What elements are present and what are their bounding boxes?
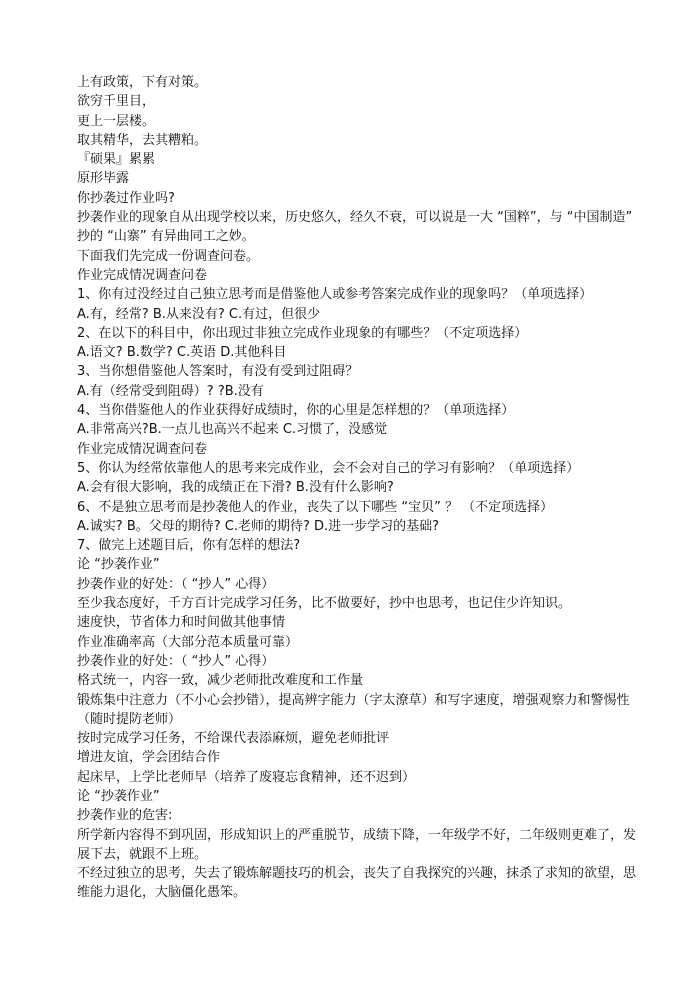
answer-options-2: A.语文? B.数学? C.英语 D.其他科目 [77,345,287,361]
text-line: 作业准确率高（大部分范本质量可靠） [77,634,299,650]
section-heading: 作业完成情况调查问卷 [77,441,208,457]
paragraph: 不经过独立的思考，失去了锻炼解题技巧的机会，丧失了自我探究的兴趣，抹杀了求知的欲望，思维能力退化，大脑僵化愚笨。 [77,866,637,901]
question-2: 2、在以下的科目中，你出现过非独立完成作业现象的有哪些？（不定项选择） [77,325,528,341]
subheading: 抄袭作业的危害: [77,808,173,824]
text-line: 上有政策，下有对策。 [77,75,208,90]
question-6: 6、不是独立思考而是抄袭他人的作业，丧失了以下哪些 “宝贝” ？ （不定项选择） [77,499,554,515]
text-line: 你抄袭过作业吗? [77,190,175,206]
subheading: 抄袭作业的好处：（ “抄人” 心得） [77,653,275,669]
answer-options-3: A.有（经常受到阻碍）? ?B.没有 [77,383,264,399]
section-heading: 作业完成情况调查问卷 [77,267,208,283]
answer-options-5: A.会有很大影响，我的成绩正在下滑? B.没有什么影响? [77,480,394,496]
paragraph: 抄袭作业的现象自从出现学校以来，历史悠久，经久不衰，可以说是一大 “国粹”，与 “中国制造” 抄的 “山寨” 有异曲同工之妙。 [77,210,633,245]
paragraph: 所学新内容得不到巩固，形成知识上的严重脱节，成绩下降，一年级学不好，二年级则更难了，发展下去，就跟不上班。 [77,827,637,862]
section-heading: 论 “抄袭作业” [77,788,160,804]
answer-options-4: A.非常高兴?B.一点儿也高兴不起来 C.习惯了，没感觉 [77,422,388,438]
answer-options-1: A.有，经常? B.从来没有? C.有过，但很少 [77,306,321,322]
text-line: 『硕果』累累 [77,152,156,168]
answer-options-6: A.诚实? B。父母的期待? C.老师的期待? D.进一步学习的基础? [77,518,440,534]
text-line: 取其精华，去其糟粕。 [77,132,208,148]
text-line: 增进友谊，学会团结合作 [77,750,221,766]
question-1: 1、你有过没经过自己独立思考而是借鉴他人或参考答案完成作业的现象吗？（单项选择） [77,287,593,303]
question-7: 7、做完上述题目后，你有怎样的想法? [77,538,301,554]
text-line: 速度快，节省体力和时间做其他事情 [77,615,286,631]
text-line: 欲穷千里目， [77,94,156,110]
document-page [77,73,637,903]
question-4: 4、当你借鉴他人的作业获得好成绩时，你的心里是怎样想的？（单项选择） [77,403,515,419]
text-line: 至少我态度好，千方百计完成学习任务，比不做要好，抄中也思考，也记住少许知识。 [77,596,572,612]
paragraph: 锻炼集中注意力（不小心会抄错），提高辨字能力（字太潦草）和写字速度，增强观察力和警惕性（随时提防老师） [77,692,630,727]
text-line: 更上一层楼。 [77,113,156,129]
text-line: 按时完成学习任务，不给课代表添麻烦，避免老师批评 [77,731,390,747]
text-line: 原形毕露 [77,171,130,187]
section-heading: 论 “抄袭作业” [77,557,160,573]
text-line: 起床早，上学比老师早（培养了废寝忘食精神，还不迟到） [77,769,416,785]
question-3: 3、当你想借鉴他人答案时，有没有受到过阻碍？ [77,364,359,380]
question-5: 5、你认为经常依靠他人的思考来完成作业，会不会对自己的学习有影响？（单项选择） [77,460,580,476]
text-line: 格式统一，内容一致，减少老师批改难度和工作量 [77,673,364,689]
subheading: 抄袭作业的好处：（ “抄人” 心得） [77,576,275,592]
text-line: 下面我们先完成一份调查问卷。 [77,248,260,264]
